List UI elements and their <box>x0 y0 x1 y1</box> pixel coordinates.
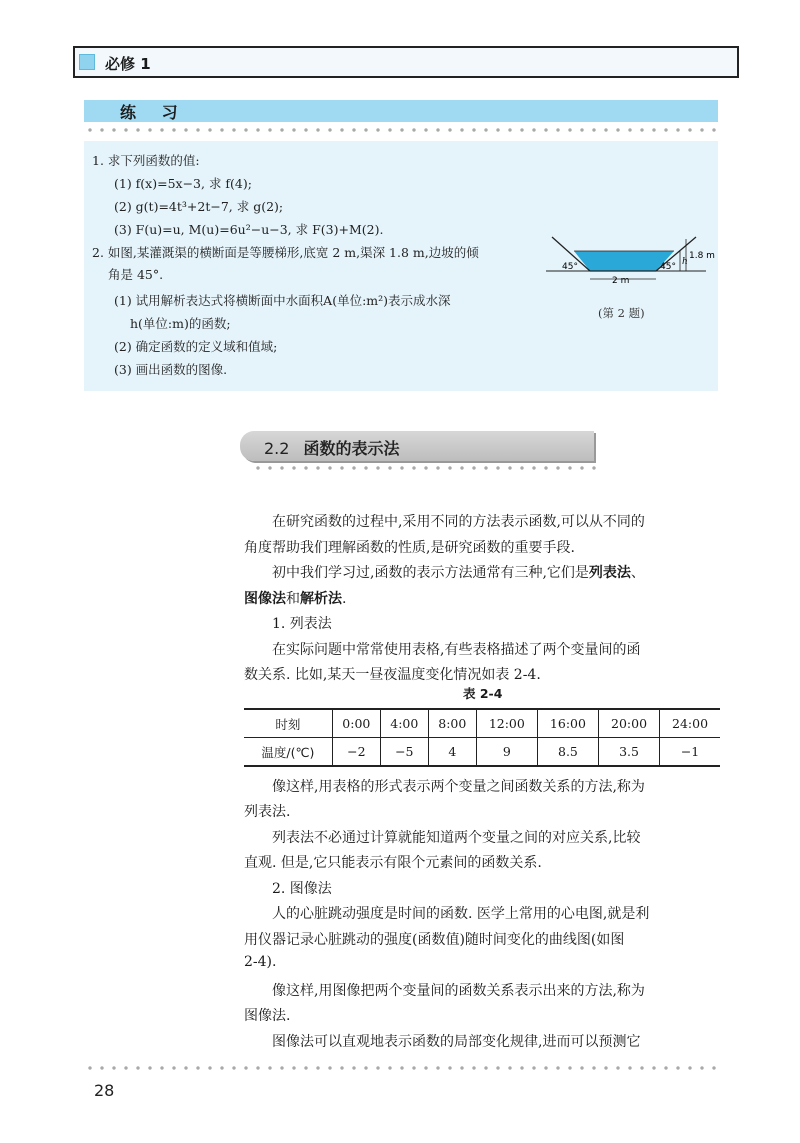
paragraph-line: 直观. 但是,它只能表示有限个元素间的函数关系. <box>244 855 542 871</box>
section-title <box>264 436 399 459</box>
exercise-line: (2) g(t)=4t³+2t−7, 求 g(2); <box>114 199 284 214</box>
table-cell: 16:00 <box>537 709 598 738</box>
table-cell: 8.5 <box>537 738 598 767</box>
table-cell: 4:00 <box>380 709 428 738</box>
angle-left-label: 45° <box>562 262 578 272</box>
exercise-line: 2. 如图,某灌溉渠的横断面是等腰梯形,底宽 2 m,渠深 1.8 m,边坡的倾 <box>92 245 479 260</box>
exercise-line: (1) 试用解析表达式将横断面中水面积A(单位:m²)表示成水深 <box>114 293 451 308</box>
table-row <box>244 709 720 738</box>
exercise-line: (1) f(x)=5x−3, 求 f(4); <box>114 176 252 191</box>
exercise-line: (2) 确定函数的定义域和值域; <box>114 339 278 354</box>
paragraph-line: 图像法. <box>244 1008 291 1024</box>
table-cell: −1 <box>660 738 720 767</box>
table-cell: 9 <box>476 738 537 767</box>
h-label: h <box>682 257 688 267</box>
paragraph-line: 2-4). <box>244 954 277 970</box>
table-cell: 8:00 <box>428 709 476 738</box>
text-run: 初中我们学习过,函数的表示方法通常有三种,它们是 <box>272 565 589 581</box>
paragraph-line: 人的心脏跳动强度是时间的函数. 医学上常用的心电图,就是利 <box>272 906 650 922</box>
paragraph-line: 图像法可以直观地表示函数的局部变化规律,进而可以预测它 <box>272 1034 641 1050</box>
header-square-icon <box>79 54 95 70</box>
table-cell: 20:00 <box>599 709 660 738</box>
section-name: 函数的表示法 <box>303 439 400 458</box>
paragraph-line: 在研究函数的过程中,采用不同的方法表示函数,可以从不同的 <box>272 514 645 530</box>
table-row <box>244 738 720 767</box>
dotted-divider <box>252 466 600 470</box>
term-graph-method: 图像法 <box>244 591 286 607</box>
table-cell: 12:00 <box>476 709 537 738</box>
subheading-list-method: 1. 列表法 <box>272 616 332 632</box>
depth-label: 1.8 m <box>689 251 715 261</box>
term-analytic-method: 解析法 <box>300 591 342 607</box>
header-title: 必修 1 <box>105 55 151 73</box>
section-number: 2.2 <box>264 439 290 458</box>
table-cell: −2 <box>332 738 380 767</box>
row-header: 温度/(℃) <box>244 738 332 767</box>
temperature-table <box>244 708 720 767</box>
exercise-title: 练 习 <box>120 103 188 122</box>
table-cell: 4 <box>428 738 476 767</box>
exercise-box <box>84 141 718 391</box>
paragraph-line: 列表法. <box>244 804 291 820</box>
subheading-graph-method: 2. 图像法 <box>272 881 332 897</box>
exercise-line: h(单位:m)的函数; <box>130 316 231 331</box>
table-cell: 3.5 <box>599 738 660 767</box>
dotted-divider <box>84 128 718 132</box>
paragraph-methods-cont <box>244 588 346 608</box>
paragraph-line: 用仪器记录心脏跳动的强度(函数值)随时间变化的曲线图(如图 <box>244 932 625 948</box>
footer-dotted-divider <box>84 1066 718 1070</box>
paragraph-line: 角度帮助我们理解函数的性质,是研究函数的重要手段. <box>244 540 575 556</box>
header-bar <box>73 46 739 78</box>
table-cell: 24:00 <box>660 709 720 738</box>
exercise-line: (3) 画出函数的图像. <box>114 362 228 377</box>
exercise-line: 1. 求下列函数的值: <box>92 153 200 168</box>
text-run: . <box>342 591 347 607</box>
paragraph-line: 在实际问题中常常使用表格,有些表格描述了两个变量间的函 <box>272 642 641 658</box>
table-cell: −5 <box>380 738 428 767</box>
angle-right-label: 45° <box>660 262 676 272</box>
paragraph-line: 像这样,用表格的形式表示两个变量之间函数关系的方法,称为 <box>272 779 645 795</box>
paragraph-line: 列表法不必通过计算就能知道两个变量之间的对应关系,比较 <box>272 830 641 846</box>
paragraph-line: 数关系. 比如,某天一昼夜温度变化情况如表 2-4. <box>244 667 541 683</box>
text-run: 、 <box>630 565 645 581</box>
exercise-line: (3) F(u)=u, M(u)=6u²−u−3, 求 F(3)+M(2). <box>114 222 384 237</box>
text-run: 和 <box>286 591 300 607</box>
paragraph-line: 像这样,用图像把两个变量间的函数关系表示出来的方法,称为 <box>272 983 645 999</box>
page-number: 28 <box>94 1081 115 1100</box>
table-caption: 表 2-4 <box>463 686 503 701</box>
figure-caption: (第 2 题) <box>598 306 645 320</box>
table-cell: 0:00 <box>332 709 380 738</box>
exercise-title-bar <box>84 100 718 122</box>
bottom-width-label: 2 m <box>612 276 630 286</box>
paragraph-methods <box>272 562 645 582</box>
trapezoid-channel-figure <box>546 233 718 293</box>
term-list-method: 列表法 <box>588 565 631 581</box>
row-header: 时刻 <box>244 709 332 738</box>
exercise-line: 角是 45°. <box>108 267 164 282</box>
section-banner <box>240 431 594 461</box>
